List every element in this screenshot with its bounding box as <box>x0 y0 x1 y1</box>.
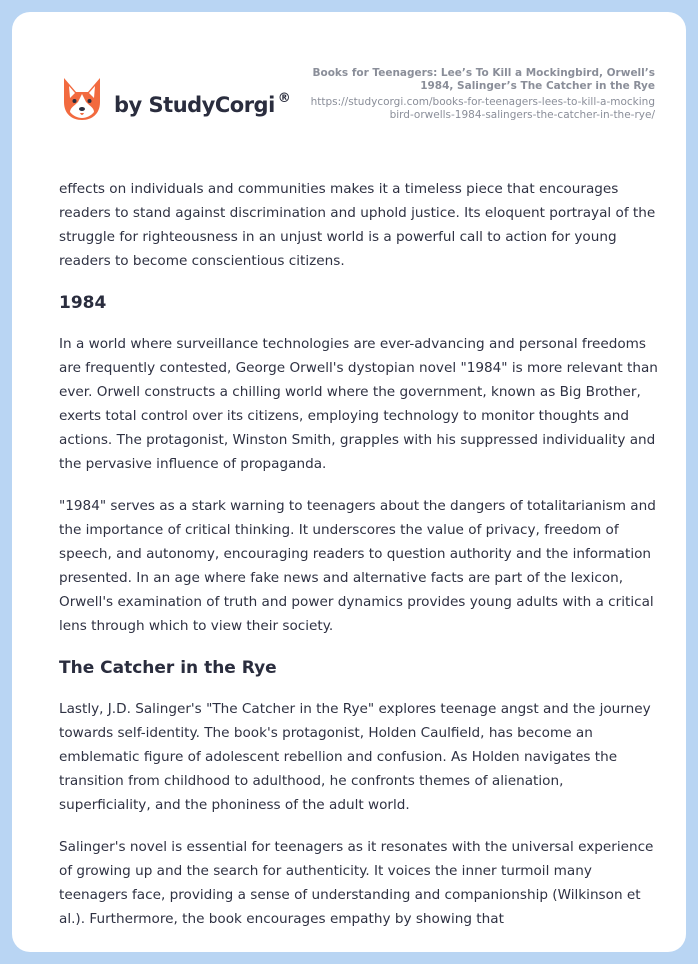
paragraph-catcher-2: Salinger's novel is essential for teenagers as it resonates with the universal experience of growing up and the search for authenticity. It voices the inner turmoil many teenagers face, providing a sense of understanding and companionship (Wilkinson et al.). Furthermore, the book encourages empathy by showing that <box>59 839 654 927</box>
heading-catcher: The Catcher in the Rye <box>59 658 277 678</box>
document-page <box>12 12 686 952</box>
document-meta <box>310 67 655 122</box>
paragraph-1984-2: "1984" serves as a stark warning to teenagers about the dangers of totalitarianism and the importance of critical thinking. It underscores the value of privacy, freedom of speech, and autonomy, encouraging readers to question authority and the information presented. In an age where fake news and alternative facts are part of the lexicon, Orwell's examination of truth and power dynamics provides young adults with a critical lens through which to view their society. <box>59 498 656 634</box>
brand-name: by StudyCorgi ® <box>114 91 291 117</box>
heading-1984: 1984 <box>59 293 107 313</box>
registered-mark: ® <box>277 91 291 106</box>
article-body <box>59 177 659 949</box>
paragraph-catcher-1: Lastly, J.D. Salinger's "The Catcher in the Rye" explores teenage angst and the journey towards self-identity. The book's protagonist, Holden Caulfield, has become an emblematic figure of adolescent rebellion and confusion. As Holden navigates the transition from childhood to adulthood, he confronts themes of alienation, superficiality, and the phoniness of the adult world. <box>59 701 651 813</box>
paragraph-1984-1: In a world where surveillance technologies are ever-advancing and personal freedoms are frequently contested, George Orwell's dystopian novel "1984" is more relevant than ever. Orwell constructs a chilling world where the government, known as Big Brother, exerts total control over its citizens, employing technology to monitor thoughts and actions. The protagonist, Winston Smith, grapples with his suppressed individuality and the pervasive influence of propaganda. <box>59 336 658 472</box>
studycorgi-logo[interactable] <box>60 76 305 136</box>
page-header <box>12 12 686 162</box>
document-url[interactable]: https://studycorgi.com/books-for-teenagers-lees-to-kill-a-mockingbird-orwells-1984-salingers-the-catcher-in-the-rye/ <box>310 96 655 121</box>
corgi-icon <box>60 76 104 122</box>
document-title: Books for Teenagers: Lee’s To Kill a Mockingbird, Orwell’s 1984, Salinger’s The Catcher in the Rye <box>312 67 655 92</box>
intro-paragraph: effects on individuals and communities makes it a timeless piece that encourages readers to stand against discrimination and uphold justice. Its eloquent portrayal of the struggle for righteousness in an unjust world is a powerful call to action for young readers to become conscientious citizens. <box>59 181 656 269</box>
